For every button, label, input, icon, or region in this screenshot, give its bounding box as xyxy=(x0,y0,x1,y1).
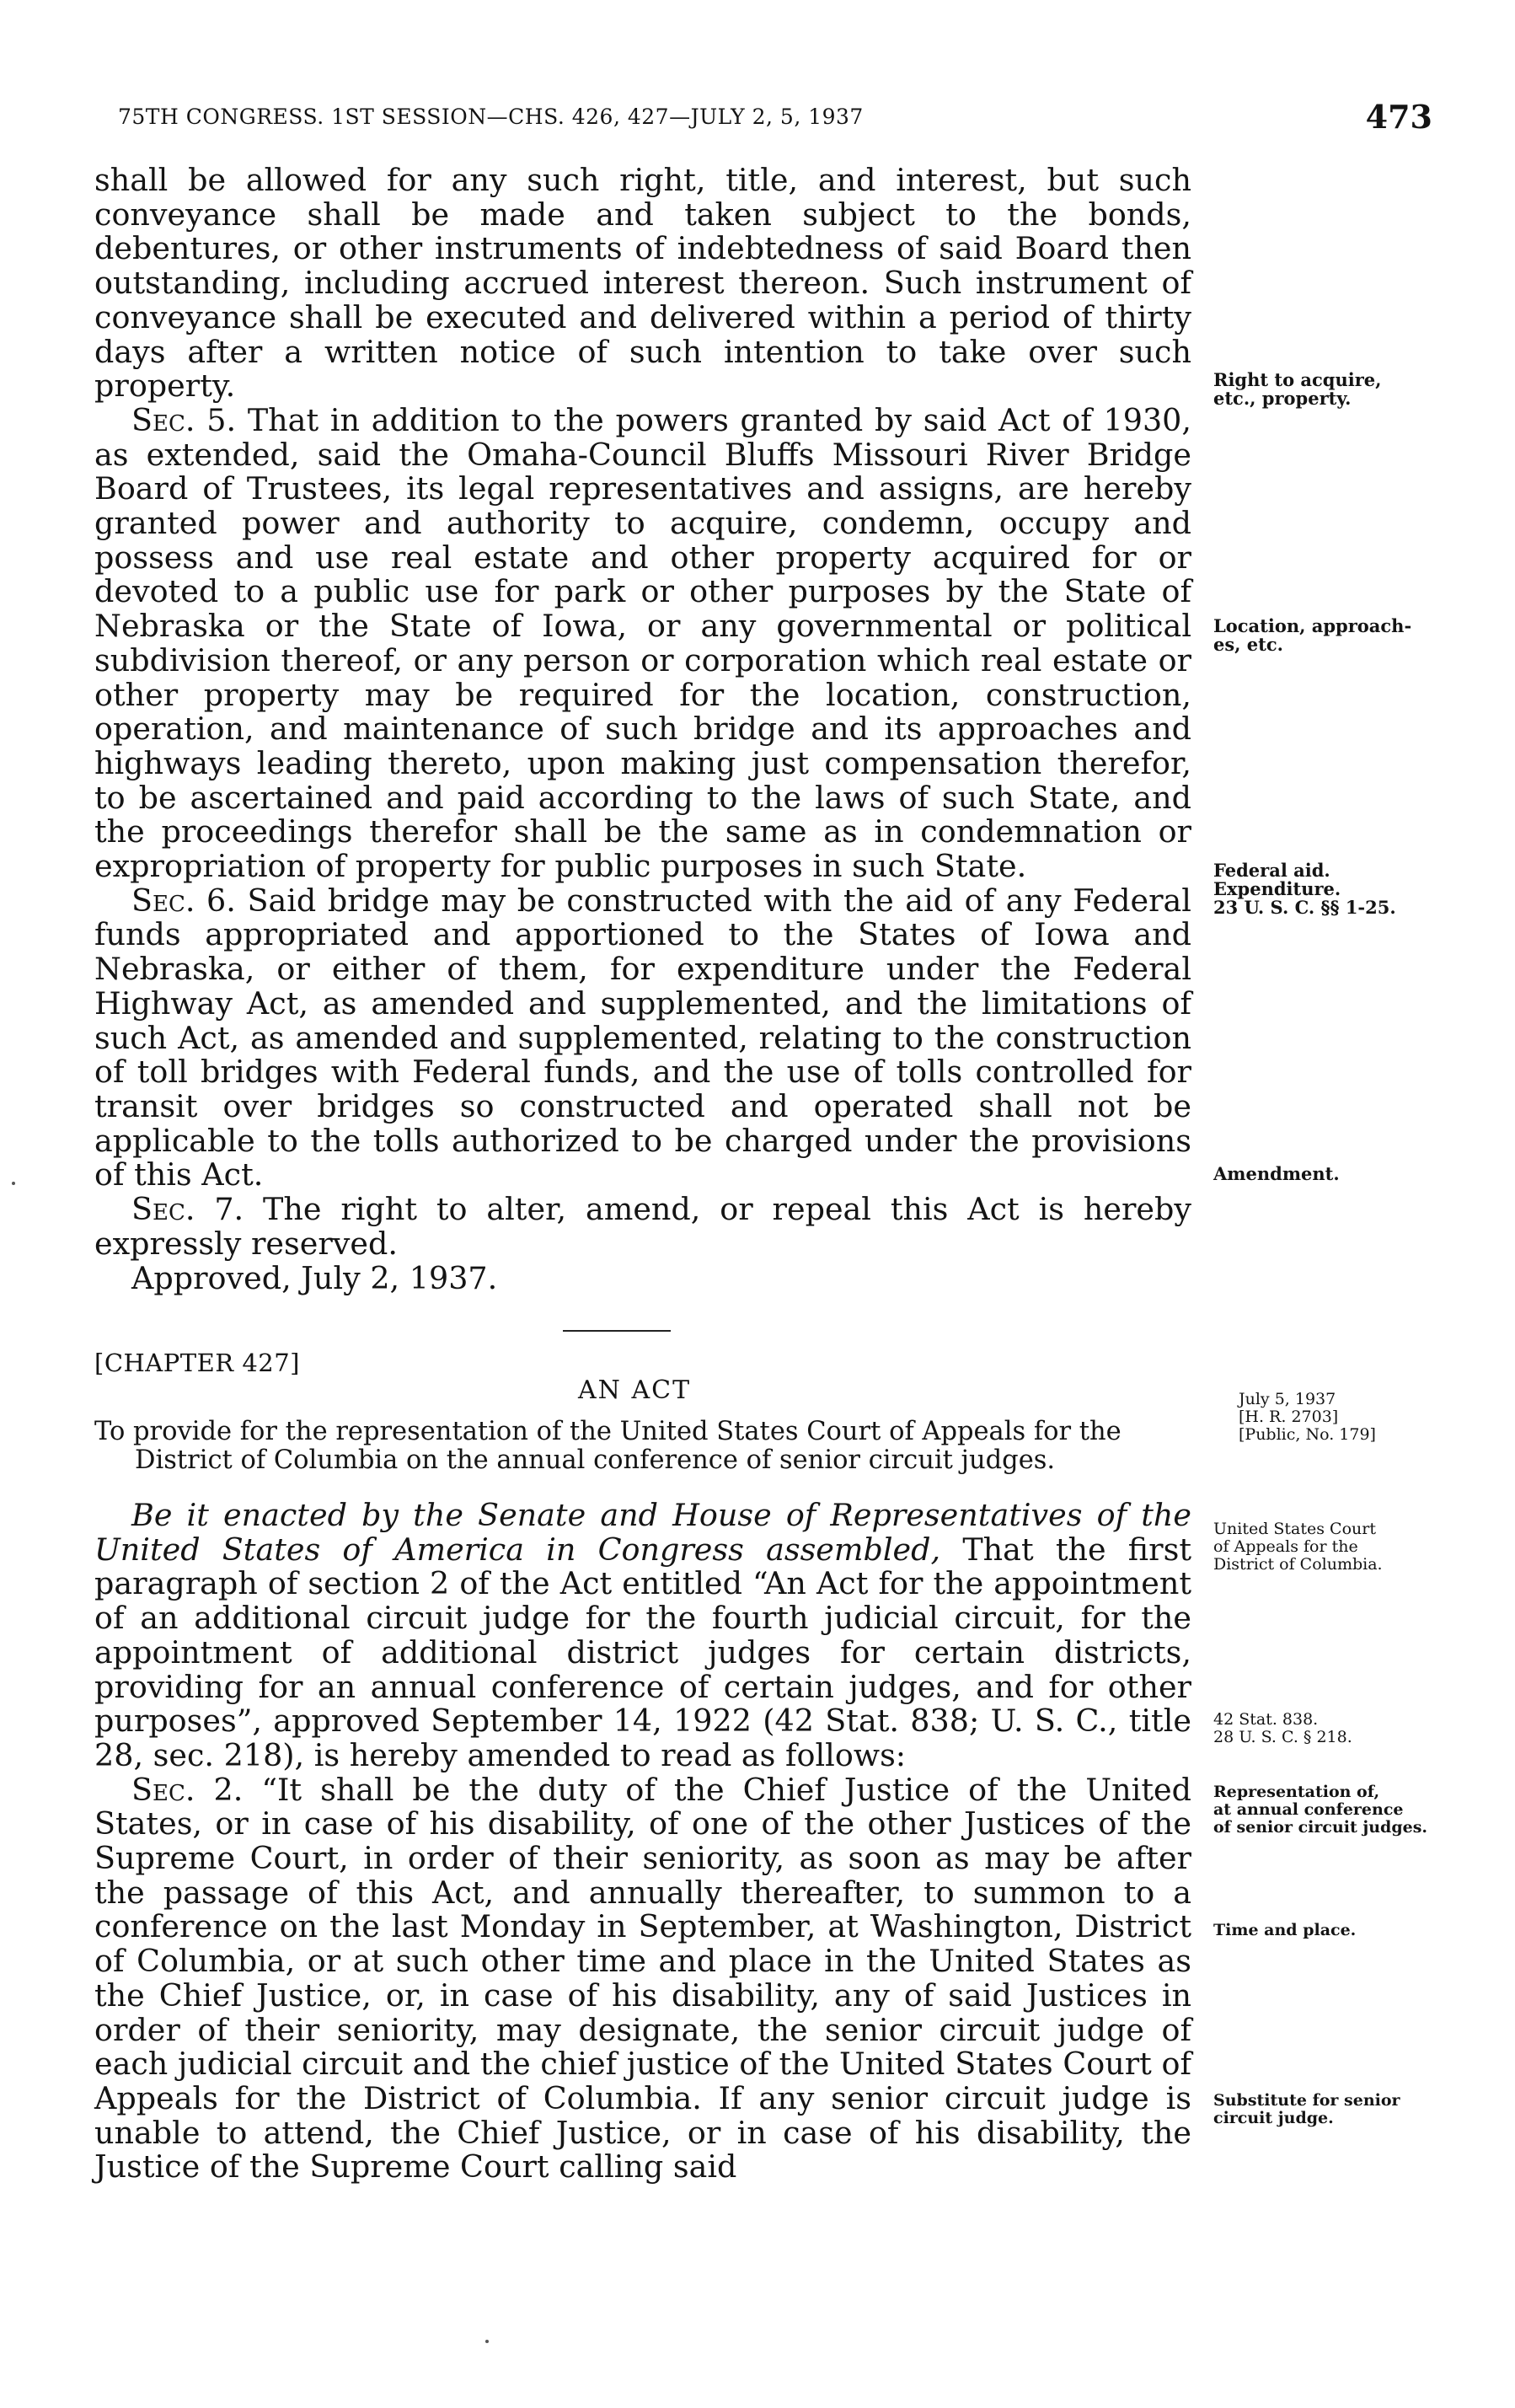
note-line: Right to acquire, xyxy=(1213,369,1382,390)
running-title: 75TH CONGRESS. 1ST SESSION—CHS. 426, 427—JULY 2, 5, 1937 xyxy=(118,105,864,129)
note-right-to-acquire xyxy=(1213,371,1458,408)
chapter-426-continuation xyxy=(94,164,1191,1295)
paragraph-continued: shall be allowed for any such right, title, and interest, but such conveyance shall be made and taken subject to the bonds, debentures, or other instruments of indebtedness of said Board then outstanding, including accrued interest thereon. Such instrument of conveyance shall be executed and delivered within a period of thirty days after a written notice of such intention to take over such property. xyxy=(94,162,1191,405)
note-substitute xyxy=(1213,2092,1458,2127)
enacting-clause: Be it enacted by the Senate and House of Representatives of the United States of America in Congress assembled, xyxy=(94,1497,1191,1568)
note-act-info xyxy=(1239,1391,1483,1444)
note-line: Substitute for senior xyxy=(1213,2091,1400,2110)
note-line: es, etc. xyxy=(1213,634,1283,655)
approval-line: Approved, July 2, 1937. xyxy=(131,1259,498,1296)
chapter-label: [CHAPTER 427] xyxy=(94,1349,300,1377)
note-line: District of Columbia. xyxy=(1213,1555,1383,1574)
page-number: 473 xyxy=(1365,98,1432,136)
note-line: at annual conference xyxy=(1213,1800,1404,1819)
note-line: Expenditure. xyxy=(1213,878,1341,899)
chapter-separator-rule xyxy=(563,1330,671,1332)
note-federal-aid xyxy=(1213,861,1458,917)
note-line: of senior circuit judges. xyxy=(1213,1818,1428,1837)
note-line: of Appeals for the xyxy=(1213,1537,1358,1556)
note-line: 28 U. S. C. § 218. xyxy=(1213,1728,1352,1746)
note-line: etc., property. xyxy=(1213,388,1352,409)
section-7 xyxy=(94,1193,1191,1261)
note-hr-number: [H. R. 2703] xyxy=(1239,1408,1339,1426)
section-6-label: Sec. 6. xyxy=(131,882,236,919)
section-2-text: “It shall be the duty of the Chief Justice of the United States, or in case of his disability, of one of the other Justices of the Supreme Court, in order of their seniority, as soon as may be after the passage of this Act, and annually thereafter, to summon to a conference on the last Monday in September, at Washington, District of Columbia, or at such other time and place in the United States as the Chief Justice, or, in case of his disability, any of said Justices in order of their seniority, may designate, the senior circuit judge of each judicial circuit and the chief justice of the United States Court of Appeals for the District of Columbia. If any senior circuit judge is unable to attend, the Chief Justice, or in case of his disability, the Justice of the Supreme Court calling said xyxy=(94,1771,1191,2185)
section-7-text: The right to alter, amend, or repeal this Act is hereby expressly reserved. xyxy=(94,1191,1191,1262)
note-court-of-appeals xyxy=(1213,1520,1458,1574)
note-line: 42 Stat. 838. xyxy=(1213,1710,1319,1729)
note-time-and-place: Time and place. xyxy=(1213,1921,1357,1939)
enacting-paragraph xyxy=(94,1499,1191,1773)
section-5-label: Sec. 5. xyxy=(131,401,237,438)
amendment-paragraph-text: That the first paragraph of section 2 of the Act entitled “An Act for the appointment of an additional circuit judge for the fourth judicial circuit, for the appointment of additional district judges for certain districts, providing for an annual conference of certain judges, and for other purposes”, approved September 14, 1922 (42 Stat. 838; U. S. C., title 28, sec. 218), is hereby amended to read as follows: xyxy=(94,1531,1191,1773)
note-line: United States Court xyxy=(1213,1520,1376,1538)
note-date: July 5, 1937 xyxy=(1239,1390,1336,1408)
purpose-line-2: District of Columbia on the annual conference of senior circuit judges. xyxy=(135,1445,1056,1475)
note-location xyxy=(1213,617,1458,654)
note-line: 23 U. S. C. §§ 1-25. xyxy=(1213,897,1396,918)
note-line: Representation of, xyxy=(1213,1783,1380,1801)
section-5-text: That in addition to the powers granted by said Act of 1930, as extended, said the Omaha-Council Bluffs Missouri River Bridge Board of Trustees, its legal representatives and assigns, are hereby granted power and authority to acquire, condemn, occupy and possess and use real estate and other property acquired for or devoted to a public use for park or other purposes by the State of Nebraska or the State of Iowa, or any governmental or political subdivision thereof, or any person or corporation which real estate or other property may be required for the location, construction, operation, and maintenance of such bridge and its approaches and highways leading thereto, upon making just compensation therefor, to be ascertained and paid according to the laws of such State, and the proceedings therefor shall be the same as in condemnation or expropriation of property for public purposes in such State. xyxy=(94,401,1191,885)
note-representation xyxy=(1213,1783,1458,1837)
section-2 xyxy=(94,1773,1191,2185)
running-header xyxy=(118,98,1432,138)
note-line: circuit judge. xyxy=(1213,2109,1334,2127)
chapter-427-body xyxy=(94,1499,1191,2185)
note-amendment: Amendment. xyxy=(1213,1163,1340,1184)
section-6 xyxy=(94,884,1191,1193)
note-line: Federal aid. xyxy=(1213,860,1330,881)
section-5 xyxy=(94,401,1191,885)
note-line: Location, approach- xyxy=(1213,615,1412,636)
bottom-speck xyxy=(485,2340,489,2343)
margin-speck xyxy=(12,1182,15,1185)
purpose-line-1: To provide for the representation of the United States Court of Appeals for the xyxy=(94,1417,1122,1446)
note-statute-reference xyxy=(1213,1711,1458,1746)
section-6-text: Said bridge may be constructed with the aid of any Federal funds appropriated and apportioned to the States of Iowa and Nebraska, or either of them, for expenditure under the Federal Highway Act, as amended and supplemented, and the limitations of such Act, as amended and supplemented, relating to the construction of toll bridges with Federal funds, and the use of tolls controlled for transit over bridges so constructed and operated shall not be applicable to the tolls authorized to be charged under the provisions of this Act. xyxy=(94,882,1191,1193)
act-purpose xyxy=(94,1418,1191,1475)
note-public-number: [Public, No. 179] xyxy=(1239,1425,1376,1444)
section-7-label: Sec. 7. xyxy=(131,1191,244,1228)
section-2-label: Sec. 2. xyxy=(131,1771,244,1808)
act-heading: AN ACT xyxy=(578,1376,692,1405)
